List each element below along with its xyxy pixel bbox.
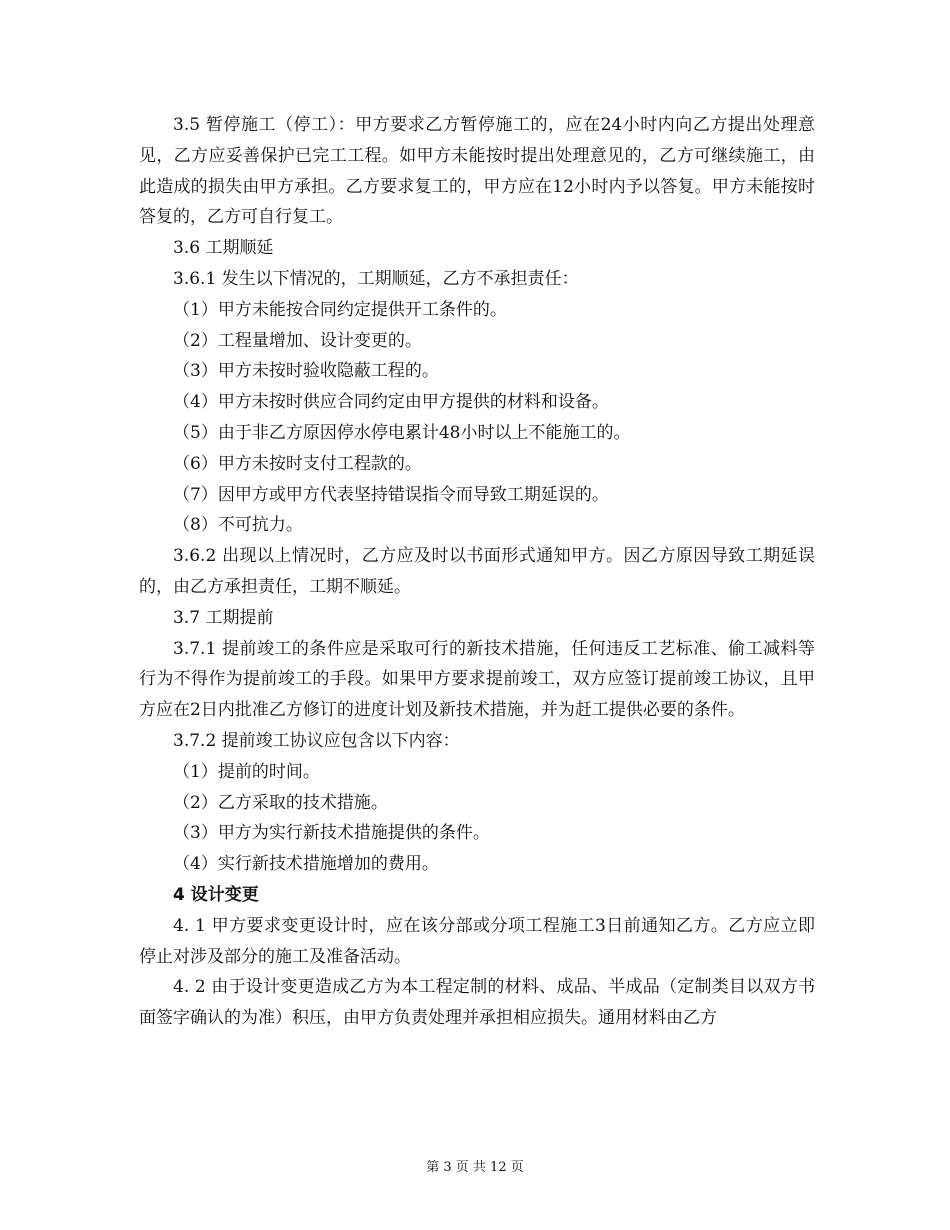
clause-3-7-1: 3.7.1 提前竣工的条件应是采取可行的新技术措施，任何违反工艺标准、偷工减料等行为不得作为提前竣工的手段。如果甲方要求提前竣工，双方应签订提前竣工协议，且甲方应在2日内批准乙方修订的进度计划及新技术措施，并为赶工提供必要的条件。: [139, 638, 815, 721]
list-item: （4）甲方未按时供应合同约定由甲方提供的材料和设备。: [173, 392, 609, 413]
clause-4-1: 4. 1 甲方要求变更设计时，应在该分部或分项工程施工3日前通知乙方。乙方应立即停止对涉及部分的施工及准备活动。: [139, 915, 815, 967]
clause-3-6-2: 3.6.2 出现以上情况时，乙方应及时以书面形式通知甲方。因乙方原因导致工期延误的，由乙方承担责任，工期不顺延。: [139, 546, 815, 597]
list-item: （3）甲方为实行新技术措施提供的条件。: [173, 823, 490, 844]
page-footer: 第 3 页 共 12 页: [426, 1160, 524, 1175]
clause-3-7-heading: 3.7 工期提前: [173, 607, 274, 628]
list-item: （1）提前的时间。: [173, 761, 320, 782]
list-item: （6）甲方未按时支付工程款的。: [173, 453, 422, 474]
clause-3-6-heading: 3.6 工期顺延: [173, 238, 274, 259]
clause-3-6-1: 3.6.1 发生以下情况的，工期顺延，乙方不承担责任：: [173, 268, 579, 289]
list-item: （2）工程量增加、设计变更的。: [173, 330, 422, 351]
document-body: [139, 110, 815, 1034]
list-item: （1）甲方未能按合同约定提供开工条件的。: [173, 299, 507, 320]
clause-3-5: 3.5 暂停施工（停工）：甲方要求乙方暂停施工的，应在24小时内向乙方提出处理意见，乙方应妥善保护已完工工程。如甲方未能按时提出处理意见的，乙方可继续施工，由此造成的损失由甲方承担。乙方要求复工的，甲方应在12小时内予以答复。甲方未能按时答复的，乙方可自行复工。: [139, 115, 815, 228]
section-4-heading: 4 设计变更: [173, 884, 259, 905]
list-item: （8）不可抗力。: [173, 515, 303, 536]
clause-3-7-2: 3.7.2 提前竣工协议应包含以下内容：: [173, 730, 460, 751]
list-item: （3）甲方未按时验收隐蔽工程的。: [173, 361, 439, 382]
list-item: （7）因甲方或甲方代表坚持错误指令而导致工期延误的。: [173, 484, 609, 505]
list-item: （2）乙方采取的技术措施。: [173, 792, 388, 813]
list-item: （5）由于非乙方原因停水停电累计48小时以上不能施工的。: [173, 422, 631, 443]
clause-4-2: 4. 2 由于设计变更造成乙方为本工程定制的材料、成品、半成品（定制类目以双方书面签字确认的为准）积压，由甲方负责处理并承担相应损失。通用材料由乙方: [139, 977, 815, 1029]
list-item: （4）实行新技术措施增加的费用。: [173, 854, 439, 875]
